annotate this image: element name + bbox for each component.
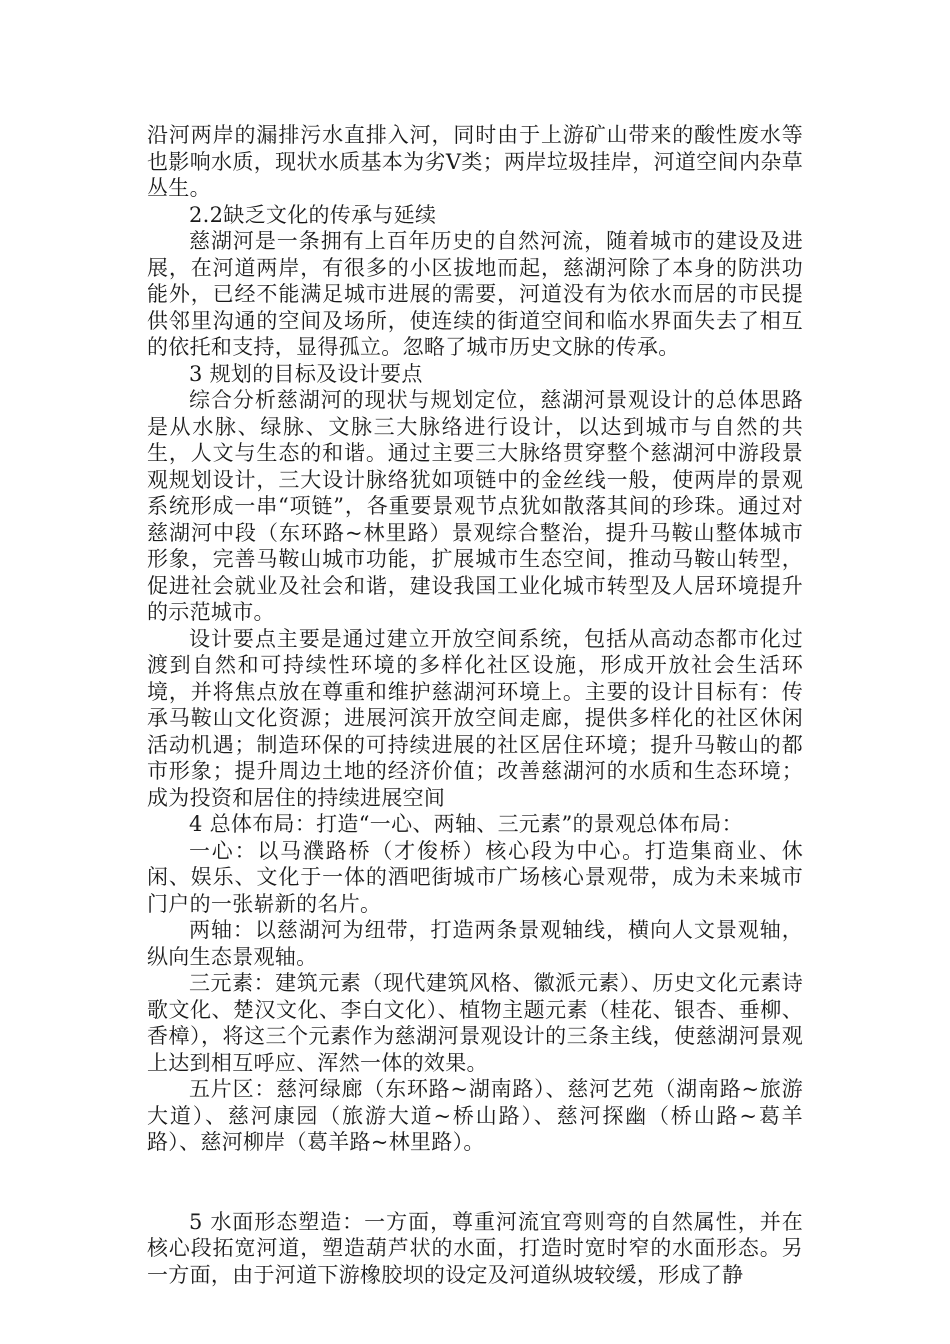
section-heading-4: 4 总体布局：打造“一心、两轴、三元素”的景观总体布局： [189, 812, 743, 836]
section-heading-3: 3 规划的目标及设计要点 [189, 361, 423, 386]
paragraph-water-surface-shaping: 5 水面形态塑造：一方面，尊重河流宜弯则弯的自然属性，并在核心段拓宽河道，塑造葫芦状的水面，打造时宽时窄的水面形态。另一方面，由于河道下游橡胶坝的设定及河道纵坡较缓，形成了静 [147, 1209, 803, 1287]
paragraph-five-zones: 五片区：慈河绿廊（东环路~湖南路）、慈河艺苑（湖南路~旅游大道）、慈河康园（旅游大道~桥山路）、慈河探幽（桥山路~葛羊路）、慈河柳岸（葛羊路~林里路）。 [147, 1077, 803, 1154]
section-heading-2-2: 2.2缺乏文化的传承与延续 [189, 202, 437, 227]
paragraph-water-quality-continued: 沿河两岸的漏排污水直排入河，同时由于上游矿山带来的酸性废水等也影响水质，现状水质基本为劣Ⅴ类；两岸垃圾挂岸，河道空间内杂草丛生。 [147, 123, 803, 200]
paragraph-two-axes: 两轴：以慈湖河为纽带，打造两条景观轴线，横向人文景观轴，纵向生态景观轴。 [147, 918, 803, 969]
document-page [147, 122, 803, 1288]
paragraph-design-points: 设计要点主要是通过建立开放空间系统，包括从高动态都市化过渡到自然和可持续性环境的多样化社区设施，形成开放社会生活环境，并将焦点放在尊重和维护慈湖河环境上。主要的设计目标有：传承马鞍山文化资源；进展河滨开放空间走廊，提供多样化的社区休闲活动机遇；制造环保的可持续进展的社区居住环境；提升马鞍山的都市形象；提升周边土地的经济价值；改善慈湖河的水质和生态环境；成为投资和居住的持续进展空间 [147, 626, 803, 810]
paragraph-overall-design-idea: 综合分析慈湖河的现状与规划定位，慈湖河景观设计的总体思路是从水脉、绿脉、文脉三大脉络进行设计，以达到城市与自然的共生，人文与生态的和谐。通过主要三大脉络贯穿整个慈湖河中游段景观规划设计，三大设计脉络犹如项链中的金丝线一般，使两岸的景观系统形成一串“项链”，各重要景观节点犹如散落其间的珍珠。通过对慈湖河中段（东环路~林里路）景观综合整治，提升马鞍山整体城市形象，完善马鞍山城市功能，扩展城市生态空间，推动马鞍山转型，促进社会就业及社会和谐，建设我国工业化城市转型及人居环境提升的示范城市。 [147, 388, 803, 624]
paragraph-culture-heritage: 慈湖河是一条拥有上百年历史的自然河流，随着城市的建设及进展，在河道两岸，有很多的小区拔地而起，慈湖河除了本身的防洪功能外，已经不能满足城市进展的需要，河道没有为依水而居的市民提供邻里沟通的空间及场所，使连续的街道空间和临水界面失去了相互的依托和支持，显得孤立。忽略了城市历史文脉的传承。 [147, 229, 803, 359]
paragraph-three-elements: 三元素：建筑元素（现代建筑风格、徽派元素）、历史文化元素诗歌文化、楚汉文化、李白文化）、植物主题元素（桂花、银杏、垂柳、香樟），将这三个元素作为慈湖河景观设计的三条主线，使慈湖河景观上达到相互呼应、浑然一体的效果。 [147, 971, 803, 1075]
paragraph-one-center: 一心：以马濮路桥（才俊桥）核心段为中心。打造集商业、休闲、娱乐、文化于一体的酒吧街城市广场核心景观带，成为未来城市门户的一张崭新的名片。 [147, 838, 803, 916]
paragraph-gap [147, 1156, 803, 1209]
